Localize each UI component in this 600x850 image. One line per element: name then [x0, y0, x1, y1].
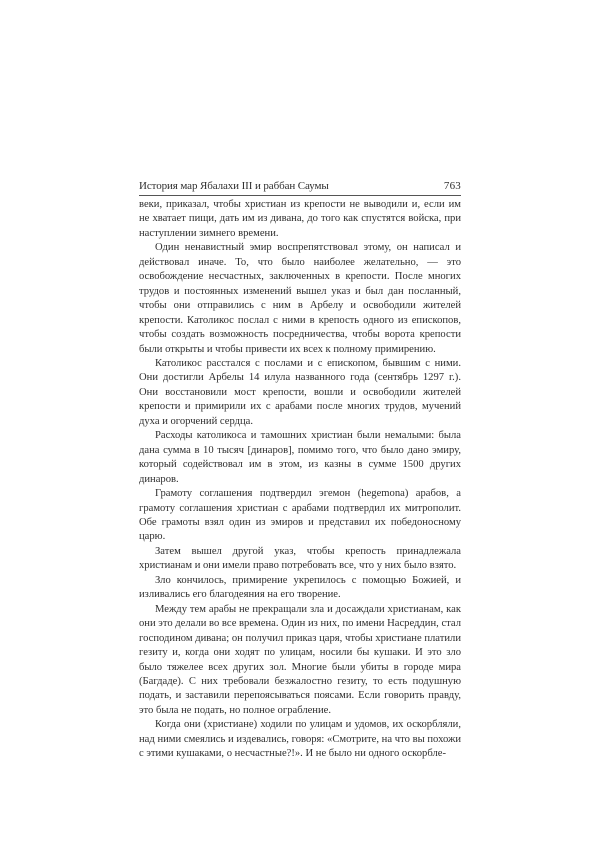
paragraph: Один ненавистный эмир воспрепятствовал этому, он написал и действовал иначе. То, что было наиболее желательно, — это освобождение несчастных, заключенных в крепости. После многих трудов и постоянных изменений вышел указ и был дан посланный, чтобы они отправились с ним в Арбелу и освободили жителей крепости. Католикос послал с ними в крепость одного из епископов, чтобы создать возможность посредничества, чтобы ворота крепости были открыты и чтобы привести их всех к полному примирению. — [139, 242, 461, 355]
book-page — [139, 179, 461, 762]
paragraph: Зло кончилось, примирение укрепилось с помощью Божией, и изливались его благодеяния на его творение. — [139, 574, 461, 601]
paragraph: Между тем арабы не прекращали зла и досаждали христианам, как они это делали во все времена. Один из них, по имени Насреддин, стал господином дивана; он получил приказ царя, чтобы христиане платили гезиту и, когда они ходят по улицам, носили бы кушаки. И это зло было тяжелее всех других зол. Многие были убиты в городе мира (Багдаде). С них требовали безжалостно гезиту, то есть подушную подать, и заставили перепоясываться поясами. Если говорить правду, это была не подать, но полное ограбление. — [139, 603, 461, 716]
paragraph: веки, приказал, чтобы христиан из крепости не выводили и, если им не хватает пищи, дать им из дивана, до того как спустятся войска, при наступлении зимнего времени. — [139, 199, 461, 239]
paragraph: Католикос расстался с послами и с епископом, бывшим с ними. Они достигли Арбелы 14 илула названного года (сентябрь 1297 г.). Они восстановили мост крепости, вошли и освободили жителей крепости и примирили их с арабами после многих трудов, мучений духа и огорчений сердца. — [139, 357, 461, 427]
paragraph: Затем вышел другой указ, чтобы крепость принадлежала христианам и они имели право потребовать все, что у них было взято. — [139, 545, 461, 572]
running-head — [139, 179, 461, 196]
running-title: История мар Ябалахи III и раббан Саумы — [139, 180, 329, 192]
paragraph: Грамоту соглашения подтвердил эгемон (hegemona) арабов, а грамоту соглашения христиан с арабами подтвердил их митрополит. Обе грамоты взял один из эмиров и представил их победоносному царю. — [139, 488, 461, 543]
page-number: 763 — [443, 180, 461, 192]
paragraph: Расходы католикоса и тамошних христиан были немалыми: была дана сумма в 10 тысяч [динаров], помимо того, что было дано эмиру, который содействовал им в этом, из казны в сумме 1500 других динаров. — [139, 430, 461, 485]
body-text — [139, 198, 461, 762]
paragraph: Когда они (христиане) ходили по улицам и удомов, их оскорбляли, над ними смеялись и издевались, говоря: «Смотрите, на что вы похожи с этими кушаками, о несчастные?!». И не было ни одного оскорбле- — [139, 719, 461, 760]
